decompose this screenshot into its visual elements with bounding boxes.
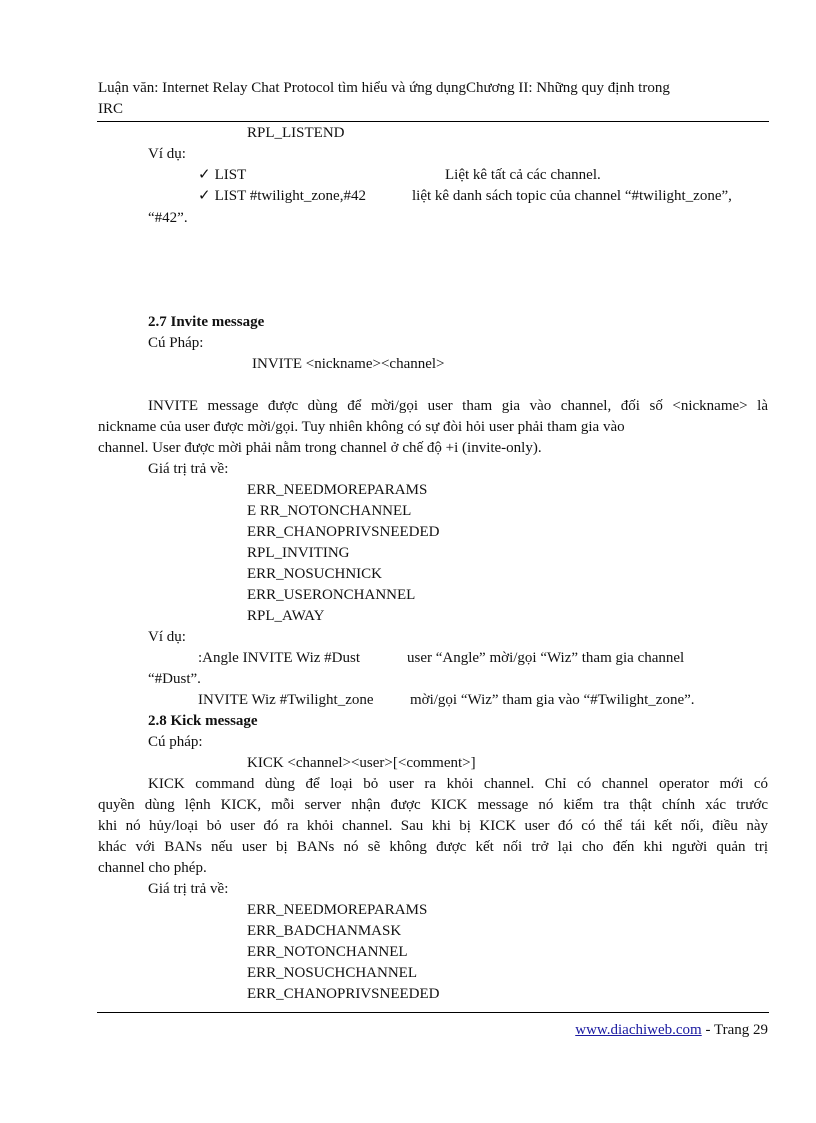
paragraph-line: khác với BANs nếu user bị BANs nó sẽ không được kết nối trở lại cho đến khi người quản trị [98,839,768,855]
footer-rule [97,1012,769,1013]
checkmark-icon: ✓ [198,188,211,204]
reply-code: ERR_NEEDMOREPARAMS [247,902,428,918]
replies-label: Giá trị trả về: [148,881,229,897]
header-rule [97,121,769,122]
reply-code: E RR_NOTONCHANNEL [247,503,412,519]
example-command: LIST [214,167,247,183]
paragraph-line: INVITE message được dùng để mời/gọi user tham gia vào channel, đối số <nickname> là [148,398,768,414]
paragraph-line: khi nó hủy/loại bỏ user đó ra khỏi channel. Sau khi bị KICK user đó có thể tái kết nối, điều này [98,818,768,834]
paragraph-line: channel cho phép. [98,860,207,876]
header-line-2: IRC [98,101,124,117]
example-command: :Angle INVITE Wiz #Dust [198,650,361,666]
reply-code: RPL_INVITING [247,545,350,561]
reply-code: RPL_AWAY [247,608,325,624]
reply-code: ERR_CHANOPRIVSNEEDED [247,524,440,540]
reply-code: ERR_NOTONCHANNEL [247,944,408,960]
checkmark-icon: ✓ [198,167,211,183]
replies-label: Giá trị trả về: [148,461,229,477]
example-description: Liệt kê tất cả các channel. [445,167,601,183]
syntax-label: Cú Pháp: [148,335,204,351]
syntax-line: INVITE <nickname><channel> [252,356,445,372]
syntax-label: Cú pháp: [148,734,203,750]
list-example-2 [198,186,366,206]
example-label: Ví dụ: [148,146,186,162]
reply-code: ERR_USERONCHANNEL [247,587,416,603]
example-label: Ví dụ: [148,629,186,645]
reply-code: ERR_NOSUCHCHANNEL [247,965,418,981]
reply-code: ERR_NOSUCHNICK [247,566,383,582]
reply-code: ERR_BADCHANMASK [247,923,402,939]
reply-code: RPL_LISTEND [247,125,345,141]
example-description: liệt kê danh sách topic của channel “#twilight_zone”, [412,188,732,204]
example-continuation: “#Dust”. [148,671,201,687]
example-description: user “Angle” mời/gọi “Wiz” tham gia channel [407,650,685,666]
paragraph-line: channel. User được mời phải nằm trong channel ở chế độ +i (invite-only). [98,440,542,456]
page-footer [575,1020,768,1040]
page-number: - Trang 29 [701,1022,768,1038]
list-example-1 [198,165,246,185]
reply-code: ERR_NEEDMOREPARAMS [247,482,428,498]
header-line-1: Luận văn: Internet Relay Chat Protocol tìm hiểu và ứng dụngChương II: Những quy định trong [98,80,670,96]
paragraph-line: nickname của user được mời/gọi. Tuy nhiên không có sự đòi hỏi user phải tham gia vào [98,419,625,435]
page-header [98,78,768,120]
paragraph-line: quyền dùng lệnh KICK, mỗi server nhận được KICK message nó kiểm tra thật chính xác trước [98,797,768,813]
reply-code: ERR_CHANOPRIVSNEEDED [247,986,440,1002]
section-heading-invite: 2.7 Invite message [148,314,265,330]
example-description: mời/gọi “Wiz” tham gia vào “#Twilight_zone”. [410,692,695,708]
footer-link[interactable]: www.diachiweb.com [575,1022,702,1038]
example-command: LIST #twilight_zone,#42 [214,188,366,204]
example-command: INVITE Wiz #Twilight_zone [198,692,374,708]
section-heading-kick: 2.8 Kick message [148,713,258,729]
paragraph-line: KICK command dùng để loại bỏ user ra khỏi channel. Chỉ có channel operator mới có [148,776,768,792]
example-continuation: “#42”. [148,210,188,226]
syntax-line: KICK <channel><user>[<comment>] [247,755,476,771]
